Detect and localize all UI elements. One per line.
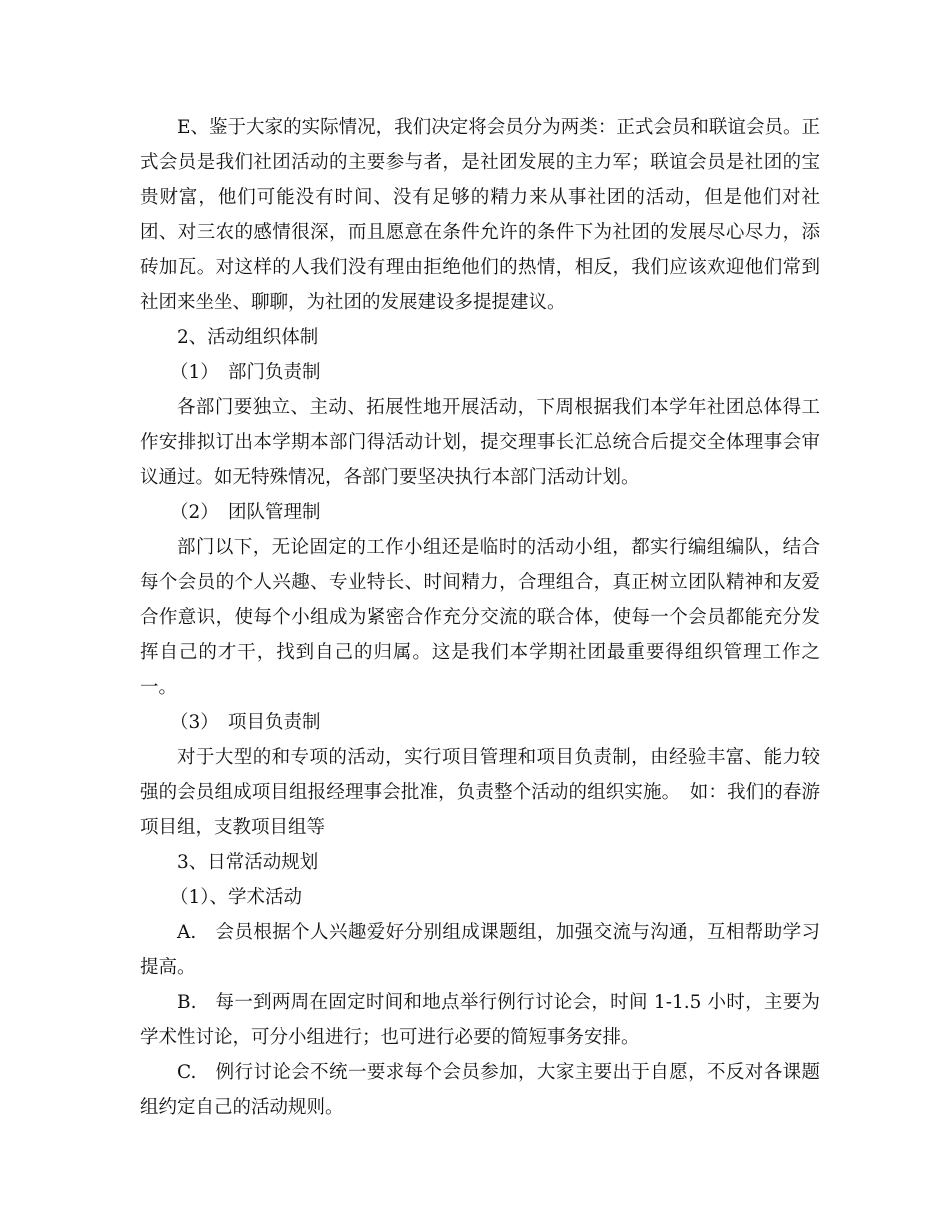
heading-daily-activity-plan: 3、日常活动规划 [177, 852, 319, 873]
subheading-department-responsibility: （1） 部门负责制 [170, 362, 321, 383]
subheading-team-management: （2） 团队管理制 [170, 502, 321, 523]
heading-activity-organization: 2、活动组织体制 [177, 327, 319, 348]
paragraph-item-c: C. 例行讨论会不统一要求每个会员参加，大家主要出于自愿，不反对各课题组约定自己的活动规则。 [140, 1062, 820, 1118]
document-body [140, 110, 820, 1125]
subheading-academic-activities: （1）、学术活动 [170, 887, 303, 908]
paragraph-team-management: 部门以下，无论固定的工作小组还是临时的活动小组，都实行编组编队，结合每个会员的个人兴趣、专业特长、时间精力，合理组合，真正树立团队精神和友爱合作意识，使每个小组成为紧密合作充分交流的联合体，使每一个会员都能充分发挥自己的才干，找到自己的归属。这是我们本学期社团最重要得组织管理工作之一。 [140, 537, 820, 698]
paragraph-member-types: E、鉴于大家的实际情况，我们决定将会员分为两类：正式会员和联谊会员。正式会员是我们社团活动的主要参与者，是社团发展的主力军；联谊会员是社团的宝贵财富，他们可能没有时间、没有足够的精力来从事社团的活动，但是他们对社团、对三农的感情很深，而且愿意在条件允许的条件下为社团的发展尽心尽力，添砖加瓦。对这样的人我们没有理由拒绝他们的热情，相反，我们应该欢迎他们常到社团来坐坐、聊聊，为社团的发展建设多提提建议。 [140, 117, 820, 313]
paragraph-department-responsibility: 各部门要独立、主动、拓展性地开展活动，下周根据我们本学年社团总体得工作安排拟订出本学期本部门得活动计划，提交理事长汇总统合后提交全体理事会审议通过。如无特殊情况，各部门要坚决执行本部门活动计划。 [140, 397, 820, 488]
paragraph-project-responsibility: 对于大型的和专项的活动，实行项目管理和项目负责制，由经验丰富、能力较强的会员组成项目组报经理事会批准，负责整个活动的组织实施。 如：我们的春游项目组，支教项目组等 [140, 747, 820, 838]
subheading-project-responsibility: （3） 项目负责制 [170, 712, 321, 733]
paragraph-item-a: A. 会员根据个人兴趣爱好分别组成课题组，加强交流与沟通，互相帮助学习提高。 [140, 922, 820, 978]
paragraph-item-b: B. 每一到两周在固定时间和地点举行例行讨论会，时间 1-1.5 小时，主要为学术性讨论，可分小组进行；也可进行必要的简短事务安排。 [140, 992, 820, 1048]
